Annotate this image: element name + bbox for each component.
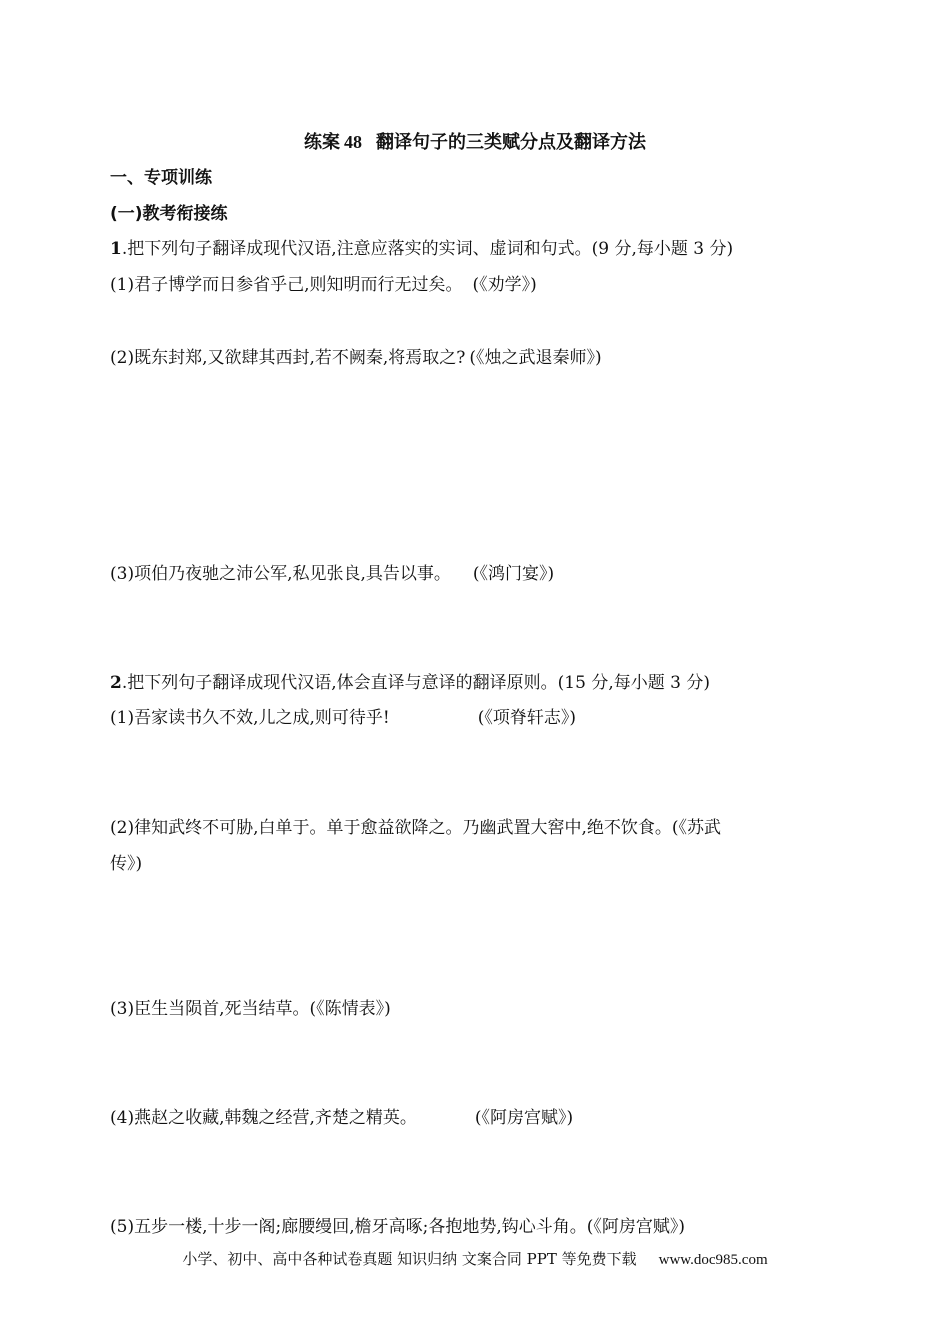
q2-item-5 (110, 1215, 685, 1239)
footer-url: www.doc985.com (658, 1252, 768, 1268)
sentence-text: (5)五步一楼,十步一阁;廊腰缦回,檐牙高啄;各抱地势,钩心斗角。 (110, 1217, 587, 1237)
source-citation: 传》) (110, 854, 143, 874)
sentence-text: (1)吾家读书久不效,儿之成,则可待乎! (110, 708, 390, 728)
question-number: 1 (110, 239, 122, 259)
question-1-prompt (110, 237, 733, 261)
q2-item-2-continued (110, 852, 142, 876)
sentence-text: (4)燕赵之收藏,韩魏之经营,齐楚之精英。 (110, 1108, 417, 1128)
q1-item-2 (110, 346, 602, 370)
q2-item-2 (110, 816, 721, 840)
question-text: .把下列句子翻译成现代汉语,注意应落实的实词、虚词和句式。(9 分,每小题 3 分) (121, 239, 734, 259)
question-text: .把下列句子翻译成现代汉语,体会直译与意译的翻译原则。(15 分,每小题 3 分) (121, 673, 710, 693)
title-number: 48 (344, 132, 362, 152)
q2-item-1 (110, 706, 576, 730)
sentence-text: (2)律知武终不可胁,白单于。单于愈益欲降之。乃幽武置大窖中,绝不饮食。(《苏武 (110, 818, 722, 838)
subsection-heading: (一)教考衔接练 (110, 204, 228, 224)
question-number: 2 (110, 673, 122, 693)
sentence-text: (3)臣生当陨首,死当结草。 (110, 999, 310, 1019)
sentence-text: (2)既东封郑,又欲肆其西封,若不阙秦,将焉取之? (110, 348, 466, 368)
sentence-text: (3)项伯乃夜驰之沛公军,私见张良,具告以事。 (110, 564, 451, 584)
q1-item-3 (110, 562, 554, 586)
source-citation: (《劝学》) (472, 275, 537, 295)
source-citation: (《陈情表》) (309, 999, 391, 1019)
title-prefix: 练案 (304, 132, 340, 153)
question-2-prompt (110, 671, 710, 695)
q1-item-1 (110, 273, 537, 297)
source-citation: (《阿房宫赋》) (474, 1108, 574, 1128)
source-citation: (《阿房宫赋》) (586, 1217, 686, 1237)
source-citation: (《鸿门宴》) (472, 564, 555, 584)
page-footer (0, 1248, 950, 1269)
q2-item-4 (110, 1106, 573, 1130)
footer-text: 小学、初中、高中各种试卷真题 知识归纳 文案合同 PPT 等免费下载 (182, 1250, 637, 1268)
source-citation: (《烛之武退秦师》) (469, 348, 602, 368)
section-heading: 一、专项训练 (110, 168, 212, 188)
q2-item-3 (110, 997, 391, 1021)
title-text: 翻译句子的三类赋分点及翻译方法 (376, 132, 646, 153)
sentence-text: (1)君子博学而日参省乎己,则知明而行无过矣。 (110, 275, 463, 295)
page-title (0, 128, 950, 154)
source-citation: (《项脊轩志》) (477, 708, 576, 728)
